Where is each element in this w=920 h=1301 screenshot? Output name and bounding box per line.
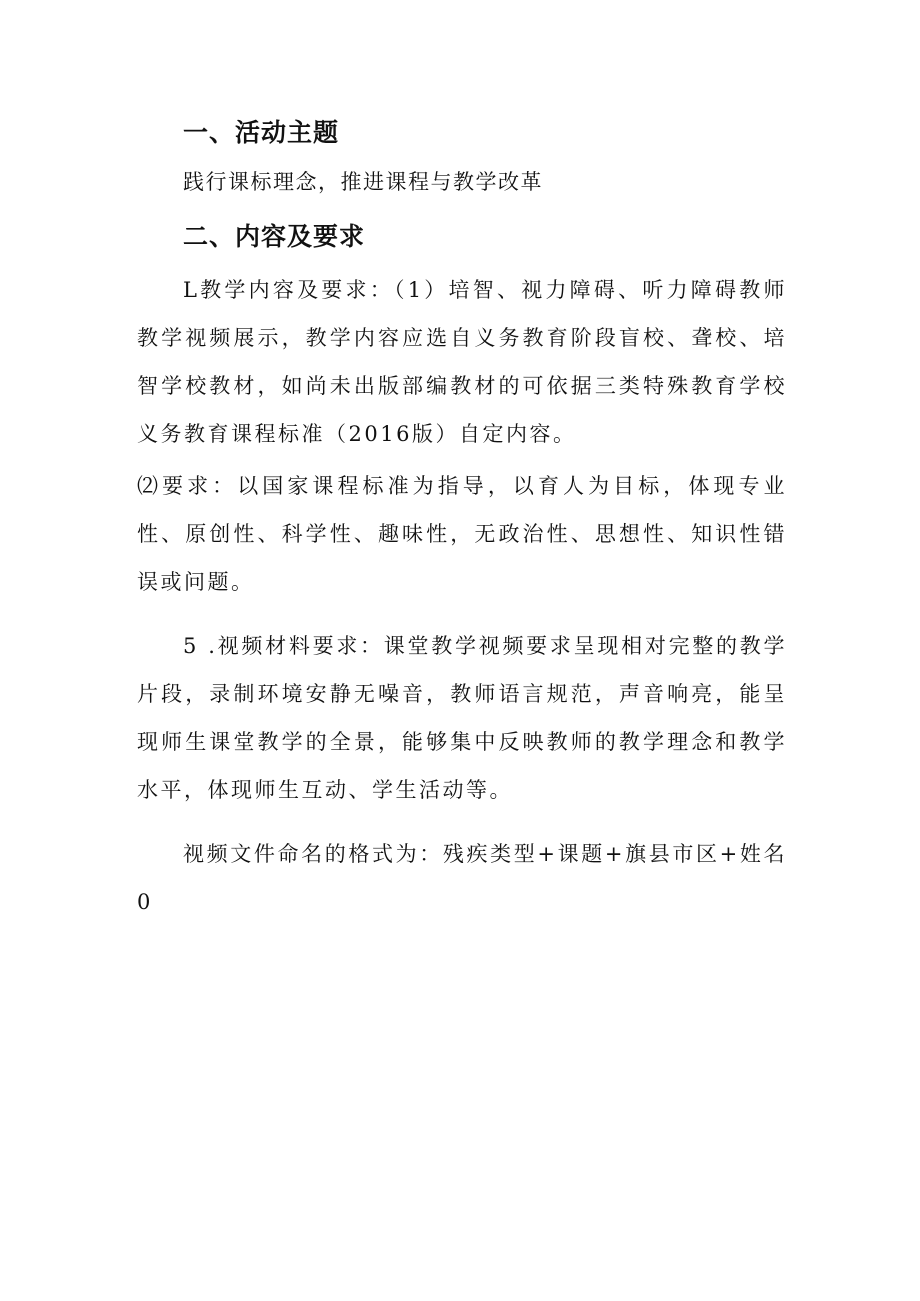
activity-theme-text: 践行课标理念，推进课程与教学改革: [183, 170, 543, 194]
document-body: [137, 112, 787, 926]
paragraph-file-naming: 视频文件命名的格式为：残疾类型+课题+旗县市区+姓名0: [137, 842, 787, 914]
section-heading-activity-theme: 一、活动主题: [183, 118, 340, 147]
paragraph-teaching-content: L教学内容及要求：（1）培智、视力障碍、听力障碍教师教学视频展示，教学内容应选自义务教育阶段盲校、聋校、培智学校教材，如尚未出版部编教材的可依据三类特殊教育学校义务教育课程标准（2016版）自定内容。: [137, 278, 787, 446]
paragraph-video-material: 5 .视频材料要求：课堂教学视频要求呈现相对完整的教学片段，录制环境安静无噪音，教师语言规范，声音响亮，能呈现师生课堂教学的全景，能够集中反映教师的教学理念和教学水平，体现师生互动、学生活动等。: [137, 634, 787, 802]
paragraph-requirements: ⑵要求：以国家课程标准为指导，以育人为目标，体现专业性、原创性、科学性、趣味性，无政治性、思想性、知识性错误或问题。: [137, 474, 787, 594]
section-heading-content-requirements: 二、内容及要求: [183, 222, 366, 251]
